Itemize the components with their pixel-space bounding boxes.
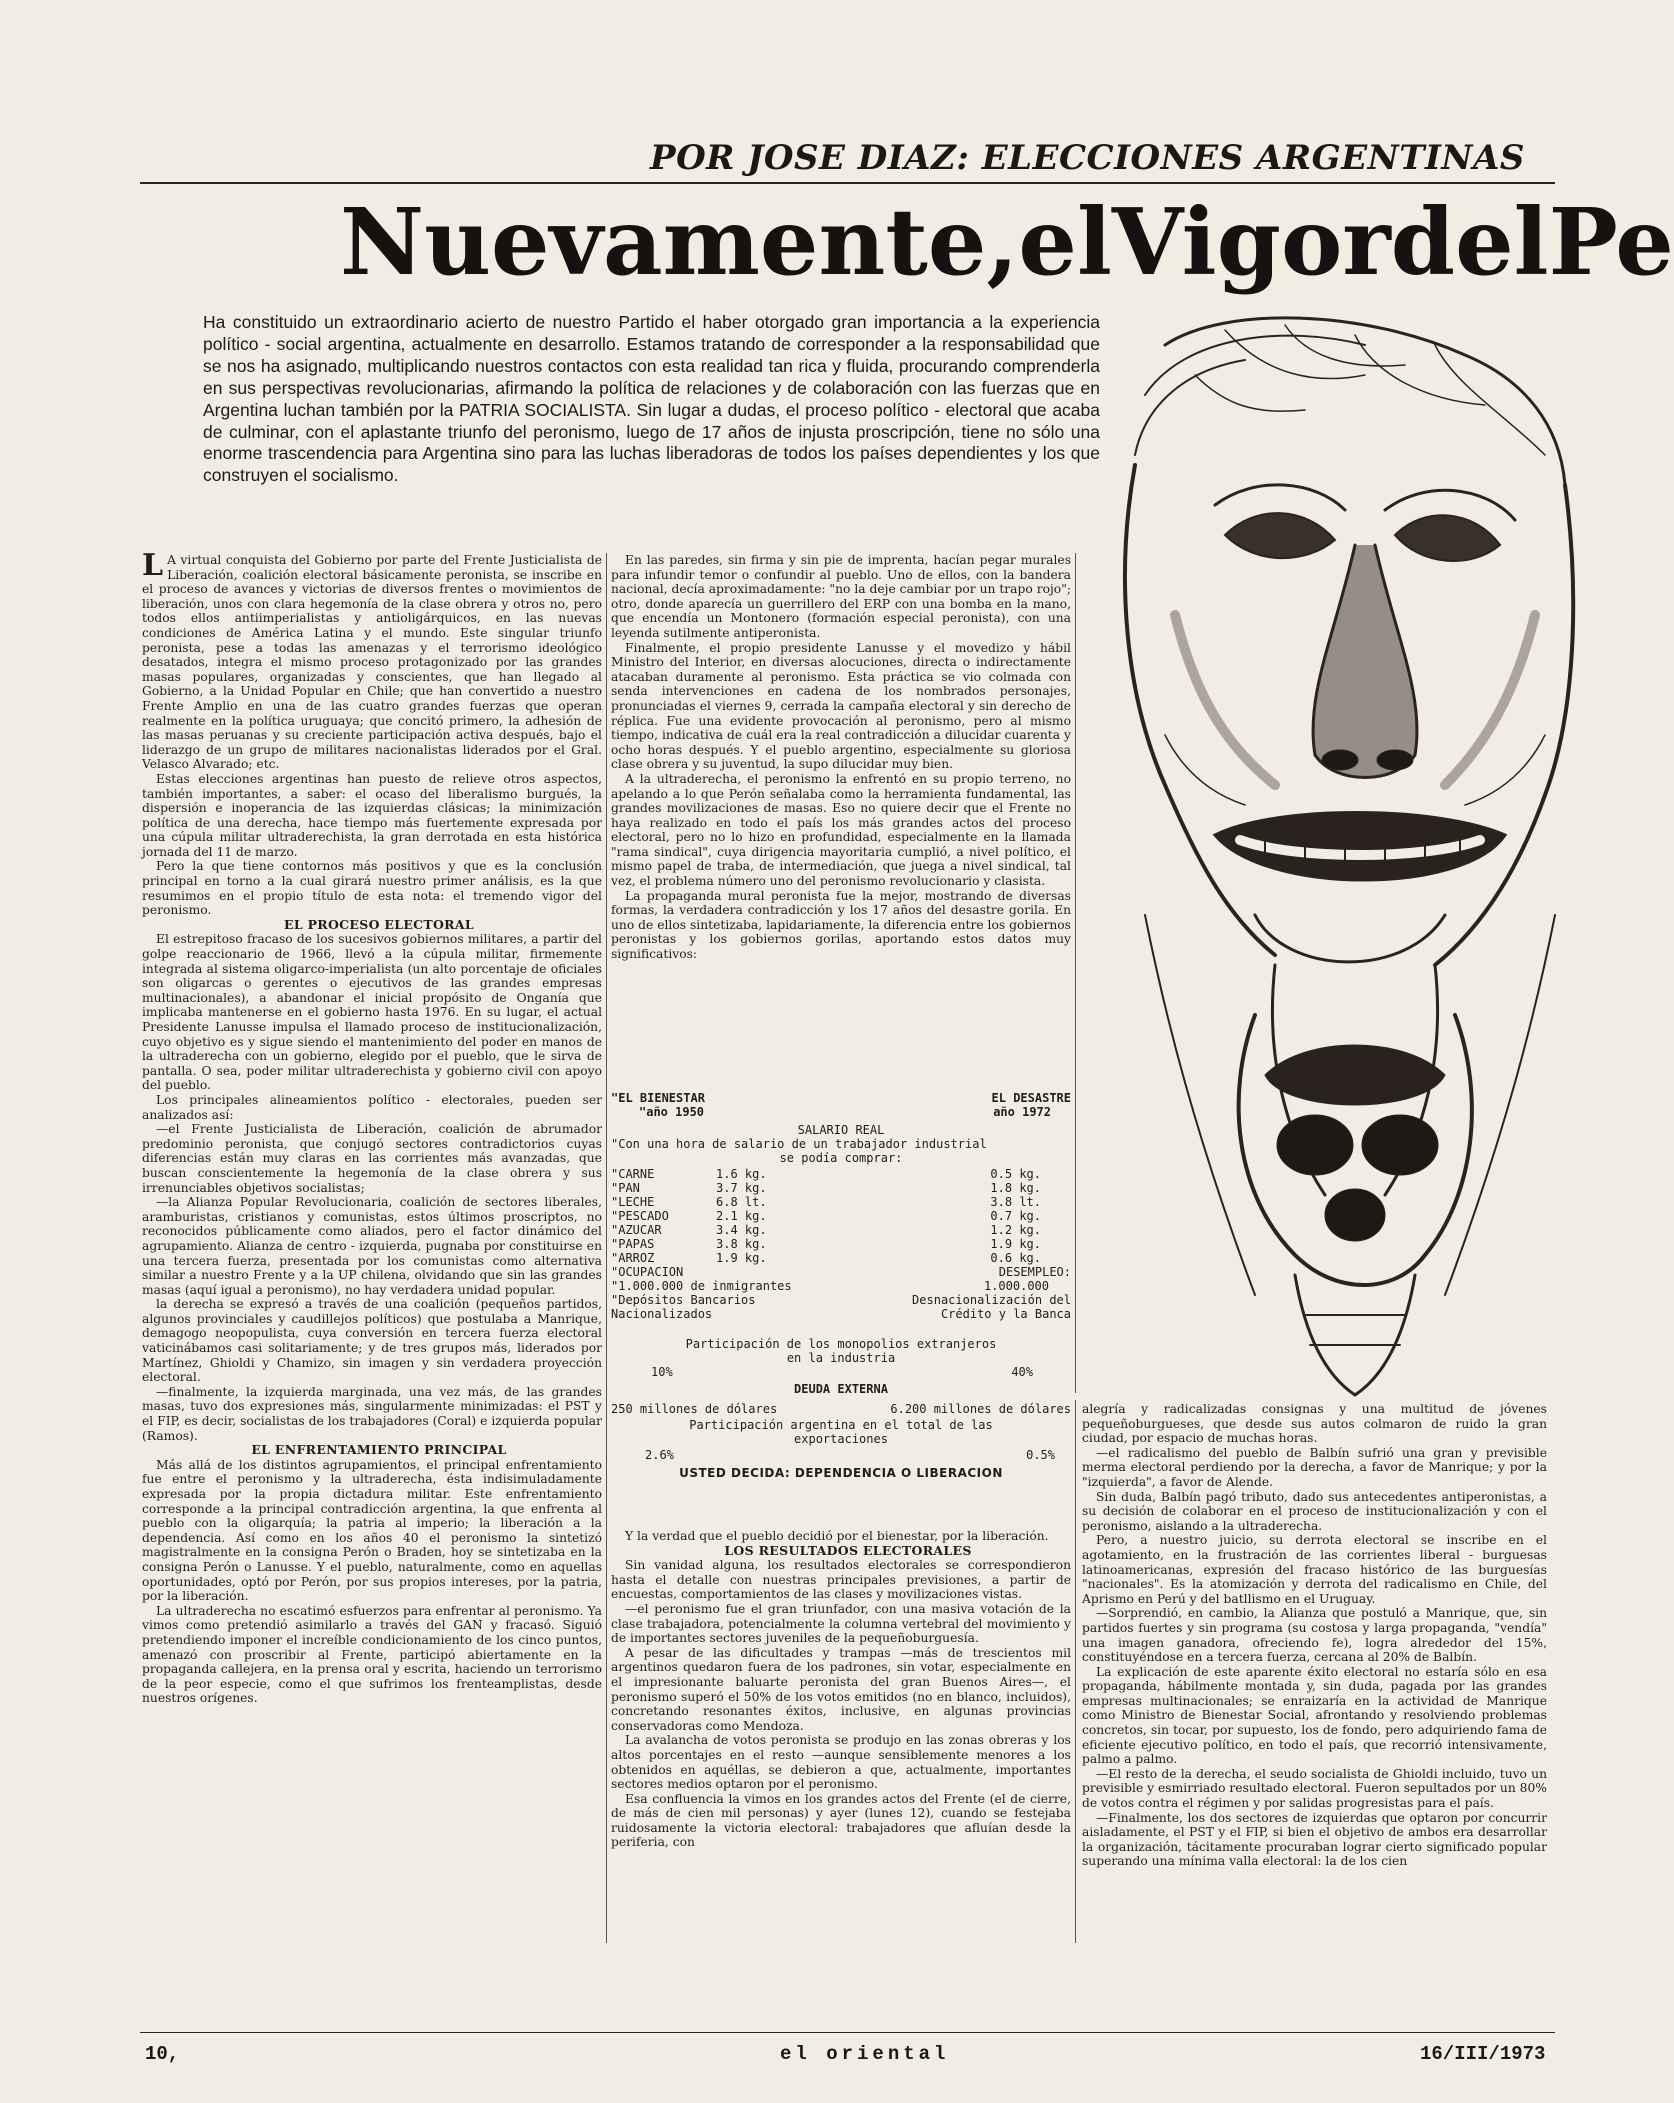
section-heading: EL PROCESO ELECTORAL	[284, 916, 474, 932]
table-left-year: "año 1950	[639, 1105, 705, 1119]
table-cell: 1.000.000	[983, 1279, 1049, 1293]
table-cell: DESEMPLEO:	[998, 1265, 1071, 1279]
paragraph: —finalmente, la izquierda marginada, una vez más, de las grandes masas, tuvo dos expresiones más, singularmente minimizadas: el PST y el FIP, es decir, socialistas de los trabajadores (Coral) e izquierda popular (Ramos).	[142, 1384, 602, 1443]
table-cell: 0.6 kg.	[990, 1251, 1041, 1265]
table-cell: 3.8 kg.	[716, 1237, 767, 1251]
table-row	[611, 1307, 1071, 1321]
paragraph: La ultraderecha no escatimó esfuerzos para enfrentar al peronismo. Ya vimos como pretendió asimilarlo a través del GAN y fracasó. Siguió pretendiendo imponer el increíble condicionamiento de los cinco puntos, amenazó con proscribir al Frente, participó abiertamente en la propaganda callejera, en la prensa oral y escrita, haciendo un terrorismo de la peor especie, como el que sufrimos los frenteamplistas, desde nuestros orígenes.	[142, 1603, 602, 1706]
drop-cap: L	[142, 548, 164, 583]
table-cell: Desnacionalización del	[912, 1293, 1071, 1307]
table-cell: 1.8 kg.	[990, 1181, 1041, 1195]
table-cell: 1.9 kg.	[990, 1237, 1041, 1251]
paragraph: La explicación de este aparente éxito electoral no estaría sólo en esa propaganda, hábilmente montada y, sin duda, pagada por las grandes empresas multinacionales; se enraizaría en la actividad de Manrique como Ministro de Bienestar Social, afrontando y resolviendo problemas concretos, sin tocar, por supuesto, los de fondo, pero adquiriendo fama de eficiente ejecutivo político, en todo el país, que recorrió intensivamente, palmo a palmo.	[1082, 1664, 1547, 1767]
table-cell: 1.2 kg.	[990, 1223, 1041, 1237]
table-section-title: Participación argentina en el total de las	[689, 1418, 993, 1432]
table-cell: 0.5%	[1026, 1448, 1055, 1462]
kicker-rule	[140, 182, 1555, 184]
table-cell: "PAPAS	[611, 1237, 655, 1251]
table-row	[611, 1448, 1071, 1462]
table-head-row	[611, 1091, 1071, 1105]
paragraph: Pero, a nuestro juicio, su derrota electoral se inscribe en el agotamiento, en la frustración de las corrientes liberal - burguesas latinoamericanas, expresión del fracaso histórico de las burguesías "nacionales". Es la atomización y derrota del radicalismo en Chile, del Aprismo en Perú y del batllismo en el Uruguay.	[1082, 1533, 1547, 1606]
paragraph: —el peronismo fue el gran triunfador, con una masiva votación de la clase trabajadora, potencialmente la columna vertebral del movimiento y de importantes sectores juveniles de la pequeñoburguesía.	[611, 1601, 1071, 1646]
table-item-row	[611, 1223, 1071, 1237]
paragraph: A la ultraderecha, el peronismo la enfrentó en su propio terreno, no apelando a lo que Perón señalaba como la herramienta fundamental, las grandes movilizaciones de masas. Eso no quiere decir que el Frente no haya realizado en todo el país los más grandes actos del proceso electoral, pero no lo hizo en profundidad, especialmente en la llamada "rama sindical", cuya dirigencia mayoritaria cumplió, a nivel político, el mismo papel de traba, de intermediación, que juega a nivel sindical, tal vez, el problema número uno del peronismo revolucionario y clasista.	[611, 771, 1071, 889]
headline-word: del	[1390, 188, 1549, 296]
table-row	[611, 1402, 1071, 1416]
table-section-title: Participación de los monopolios extranjeros	[685, 1337, 997, 1351]
paragraph: —el radicalismo del pueblo de Balbín sufrió una gran y previsible merma electoral perdiendo por la derecha, a favor de Manrique; y por la "izquierda", a favor de Alende.	[1082, 1445, 1547, 1489]
section-heading: EL ENFRENTAMIENTO PRINCIPAL	[251, 1442, 507, 1458]
paragraph: En las paredes, sin firma y sin pie de imprenta, hacían pegar murales para infundir temor o confundir al pueblo. Uno de ellos, con la bandera nacional, decía aproximadamente: "no la deje cambiar por un trapo rojo"; otro, donde aparecía un guerrillero del ERP con una bomba en la mano, que encendía un Montonero (formación especial peronista), con una leyenda sutilmente antiperonista.	[611, 553, 1071, 640]
table-item-row	[611, 1167, 1071, 1181]
table-intro: se podía comprar:	[779, 1151, 903, 1165]
lead-paragraph: Ha constituido un extraordinario acierto de nuestro Partido el haber otorgado gran importancia a la experiencia político - social argentina, actualmente en desarrollo. Estamos tratando de corresponder a la responsabilidad que se nos ha asignado, multiplicando nuestros contactos con esta realidad tan rica y fluida, procurando comprenderla en sus perspectivas revolucionarias, afirmando la política de relaciones y de colaboración con las fuerzas que en Argentina luchan también por la PATRIA SOCIALISTA. Sin lugar a dudas, el proceso político - electoral que acaba de culminar, con el aplastante triunfo del peronismo, luego de 17 años de injusta proscripción, tiene no sólo una enorme trascendencia para Argentina sino para las luchas liberadoras de todos los países dependientes y los que construyen el socialismo.	[203, 312, 1100, 486]
article-kicker: POR JOSE DIAZ: ELECCIONES ARGENTINAS	[650, 138, 1525, 178]
table-cell: 3.8 lt.	[990, 1195, 1041, 1209]
headline-word: Nuevamente,	[340, 188, 1019, 296]
column-separator	[606, 553, 607, 1943]
table-section-title: en la industria	[786, 1351, 896, 1365]
table-item-row	[611, 1209, 1071, 1223]
paragraph: —Finalmente, los dos sectores de izquierdas que optaron por concurrir aisladamente, el PST y el FIP, si bien el objetivo de ambos era desarrollar la organización, tácitamente procuraban lograr cierto significado popular superando una mínima valla electoral: la de los cien	[1082, 1810, 1547, 1869]
table-row	[611, 1265, 1071, 1279]
table-cell: Crédito y la Banca	[940, 1307, 1071, 1321]
table-cell: 40%	[1011, 1365, 1033, 1379]
table-row	[611, 1279, 1071, 1293]
table-cell: 1.6 kg.	[716, 1167, 767, 1181]
table-cell: 6.200 millones de dólares	[890, 1402, 1071, 1416]
paragraph: Más allá de los distintos agrupamientos, el principal enfrentamiento fue entre el peronismo y la ultraderecha, ésta indisimuladamente expresada por la propia dictadura militar. Este enfrentamiento corresponde a la principal contradicción argentina, la que enfrenta al pueblo con la oligarquía; la patria al imperio; la liberación a la dependencia. Así como en los años 40 el peronismo la sintetizó magistralmente en la consigna Perón o Braden, hoy se sintetizaba en la consigna Perón o Lanusse. Y el pueblo, naturalmente, como en aquellas oportunidades, optó por Perón, por sus propios intereses, por la patria, por la liberación.	[142, 1457, 602, 1604]
paragraph: A pesar de las dificultades y trampas —más de trescientos mil argentinos quedaron fuera de los padrones, sin votar, especialmente en el impresionante baluarte peronista del gran Buenos Aires—, el peronismo superó el 50% de los votos emitidos (no en blanco, incluidos), concretando resonantes éxitos, inclusive, en algunas provincias conservadoras como Mendoza.	[611, 1645, 1071, 1733]
paragraph	[142, 548, 602, 772]
table-cell: 3.4 kg.	[716, 1223, 767, 1237]
table-item-row	[611, 1195, 1071, 1209]
column-separator	[1075, 1400, 1076, 1943]
table-item-row	[611, 1237, 1071, 1251]
section-heading: LOS RESULTADOS ELECTORALES	[724, 1542, 972, 1558]
table-cell: 6.8 lt.	[716, 1195, 767, 1209]
table-section-title: SALARIO REAL	[797, 1123, 885, 1137]
paragraph: Sin vanidad alguna, los resultados electorales se correspondieron hasta el detalle con nuestras principales previsiones, a partir de encuestas, comportamientos de las clases y movilizaciones vistas.	[611, 1558, 1071, 1602]
table-item-row	[611, 1181, 1071, 1195]
article-headline	[340, 188, 1674, 296]
comparison-table	[611, 1091, 1071, 1480]
paragraph: Finalmente, el propio presidente Lanusse y el movedizo y hábil Ministro del Interior, en diversas alocuciones, directa o indirectamente atacaban duramente al peronismo. Esta práctica se vio colmada con senda intervenciones en cadena de los nombrados personajes, pronunciadas el viernes 9, cerrada la campaña electoral y sin derecho de réplica. Fue una evidente provocación al peronismo, pero al mismo tiempo, indicativa de cuál era la real contradicción a dilucidar cuarenta y ocho horas después. Y el pueblo argentino, especialmente su gloriosa clase obrera y su juventud, la supo dilucidar muy bien.	[611, 640, 1071, 772]
newspaper-name: el oriental	[780, 2043, 950, 2065]
table-cell: "LECHE	[611, 1195, 655, 1209]
table-row	[611, 1293, 1071, 1307]
headline-word: Pe	[1548, 188, 1674, 296]
table-cell: "ARROZ	[611, 1251, 655, 1265]
table-cell: 0.7 kg.	[990, 1209, 1041, 1223]
paragraph: Estas elecciones argentinas han puesto de relieve otros aspectos, también importantes, a saber: el ocaso del liberalismo burgués, la dispersión e inoperancia de las izquierdas clásicas; la minimización política de una derecha, hace tiempo más fuertemente expresada por una cúpula militar ultraderechista, la gran derrotada en esta histórica jornada del 11 de marzo.	[142, 771, 602, 859]
table-cell: 0.5 kg.	[990, 1167, 1041, 1181]
paragraph: —El resto de la derecha, el seudo socialista de Ghioldi incluido, tuvo un previsible y esmirriado resultado electoral. Fueron sepultados por un 80% de votos contra el régimen y por salidas progresistas para el país.	[1082, 1766, 1547, 1811]
table-cell: 3.7 kg.	[716, 1181, 767, 1195]
paragraph: alegría y radicalizadas consignas y una multitud de jóvenes pequeñoburgueses, que desde sus autos colmaron de ruido la gran ciudad, por espacio de muchas horas.	[1082, 1402, 1547, 1446]
paragraph: La propaganda mural peronista fue la mejor, mostrando de diversas formas, la verdadera contradicción y los 17 años del desastre gorila. En uno de ellos sintetizaba, lapidariamente, la diferencia entre los gobiernos peronistas y los gobiernos gorilas, aportando estos datos muy significativos:	[611, 888, 1071, 962]
table-cell: "PAN	[611, 1181, 640, 1195]
paragraph: —la Alianza Popular Revolucionaria, coalición de sectores liberales, aramburistas, cristianos y comunistas, estos últimos proscriptos, no reconocidos públicamente como aliados, pero el factor dinámico del agrupamiento. Alianza de centro - izquierda, pugnaba por constituirse en una tercera fuerza, presentada por los comunistas como alternativa similar a nuestro Frente y a la UP chilena, olvidando que sin las grandes masas (aquí igual a peronismo), no hay verdadera unidad popular.	[142, 1195, 602, 1297]
table-cell: 250 millones de dólares	[611, 1402, 778, 1416]
paragraph: Pero la que tiene contornos más positivos y que es la conclusión principal en torno a la cual girará nuestro primer análisis, es la que resumimos en el propio título de esta nota: el tremendo vigor del peronismo.	[142, 859, 602, 918]
paragraph: Sin duda, Balbín pagó tributo, dado sus antecedentes antiperonistas, a su decisión de colaborar en el proceso de institucionalización y con el peronismo, aislando a la ultraderecha.	[1082, 1489, 1547, 1533]
table-section-title: DEUDA EXTERNA	[794, 1382, 888, 1396]
table-cell: 10%	[651, 1365, 673, 1379]
table-cell: 2.6%	[645, 1448, 674, 1462]
table-cell: "CARNE	[611, 1167, 655, 1181]
table-year-row	[611, 1105, 1071, 1119]
table-right-year: año 1972	[993, 1105, 1051, 1119]
issue-date: 16/III/1973	[1420, 2043, 1546, 2065]
table-cell: 2.1 kg.	[716, 1209, 767, 1223]
table-cell: "OCUPACION	[611, 1265, 684, 1279]
headline-word: el	[1018, 188, 1112, 296]
paragraph: El estrepitoso fracaso de los sucesivos gobiernos militares, a partir del golpe reaccionario de 1966, llevó a la cúpula militar, firmemente integrada al sistema oligarco-imperialista (un alto porcentaje de oficiales son oligarcas o gerentes o ejecutivos de las grandes empresas multinacionales), a abandonar el inicial propósito de Onganía que implicaba mantenerse en el gobierno hasta 1976. En su lugar, el actual Presidente Lanusse impulsa el llamado proceso de institucionalización, cuyo objetivo es y sigue siendo el mantenimiento del poder en manos de la ultraderecha con un gobierno, elegido por el pueblo, que le sirva de pantalla. O sea, poder militar ultraderechista y gobierno civil con apoyo del pueblo.	[142, 932, 602, 1093]
paragraph: Los principales alineamientos político - electorales, pueden ser analizados así:	[142, 1092, 602, 1122]
paragraph: Y la verdad que el pueblo decidió por el bienestar, por la liberación.	[625, 1529, 1049, 1543]
paragraph: —Sorprendió, en cambio, la Alianza que postuló a Manrique, que, sin partidos fuertes y sin programa (su costosa y larga propaganda, "vendía" una imagen ganadora, ofreciendo fe), logra alrededor del 15%, constituyéndose en a tercera fuerza, cercana al 20% de Balbín.	[1082, 1606, 1547, 1665]
table-left-head: "EL BIENESTAR	[611, 1091, 705, 1105]
headline-word: Vigor	[1111, 188, 1391, 296]
paragraph-text: A virtual conquista del Gobierno por parte del Frente Justicialista de Liberación, coalición electoral básicamente peronista, se inscribe en el proceso de avances y victorias de diversos frentes o movimientos de liberación, unos con clara hegemonía de la clase obrera y otros no, pero todos ellos antiimperialistas y antioligárquicos, en las nuevas condiciones de América Latina y el mundo. Este singular triunfo peronista, pese a todas las amenazas y el terrorismo ideológico desatados, integra el mismo proceso protagonizado por las grandes masas populares, organizadas y conscientes, que han llegado al Gobierno, a la Unidad Popular en Chile; que han convertido a nuestro Frente Amplio en una de las cuatro grandes fuerzas que operan realmente en la política uruguaya; que concitó primero, la adhesión de las masas peruanas y su creciente participación activa después, bajo el liderazgo de un grupo de militares nacionalistas liderados por el Gral. Velasco Alvarado; etc.	[142, 553, 602, 772]
page-number: 10,	[145, 2043, 180, 2065]
column-2	[611, 553, 1071, 962]
column-1	[142, 548, 602, 1706]
column-separator	[1075, 553, 1076, 1393]
table-section-title: exportaciones	[794, 1432, 888, 1446]
table-items	[611, 1167, 1071, 1265]
footer-rule	[140, 2032, 1555, 2033]
table-cell: "Depósitos Bancarios	[611, 1293, 756, 1307]
table-row	[611, 1365, 1071, 1379]
table-item-row	[611, 1251, 1071, 1265]
table-cell: "PESCADO	[611, 1209, 669, 1223]
table-cell: Nacionalizados	[611, 1307, 713, 1321]
column-3	[1082, 1402, 1547, 1869]
table-cell: 1.9 kg.	[716, 1251, 767, 1265]
table-right-head: EL DESASTRE	[991, 1091, 1071, 1105]
paragraph: La avalancha de votos peronista se produjo en las zonas obreras y los altos porcentajes en el resto —aunque sensiblemente menores a los obtenidos en aquéllas, se debieron a que, actualmente, importantes sectores medios optaron por el peronismo.	[611, 1733, 1071, 1792]
caricature-illustration	[1105, 315, 1585, 1425]
column-2-continued	[611, 1529, 1071, 1850]
paragraph: la derecha se expresó a través de una coalición (pequeños partidos, algunos provinciales y caudillejos políticos) que postulaba a Manrique, demagogo neopopulista, cuya conversión en tercera fuerza electoral vaticinábamos casi solitariamente; y de tres grupos más, liderados por Martínez, Ghioldi y Chamizo, sin imagen y sin verdadera proyección electoral.	[142, 1297, 602, 1385]
paragraph: —el Frente Justicialista de Liberación, coalición de abrumador predominio peronista, que conjugó sectores contradictorios cuyas diferencias están muy claras en las corrientes más avanzadas, que buscan conscientemente la hegemonía de la clase obrera y sus irrenunciables objetivos socialistas;	[142, 1122, 602, 1195]
table-cell: "AZUCAR	[611, 1223, 662, 1237]
table-conclusion: USTED DECIDA: DEPENDENCIA O LIBERACION	[679, 1466, 1003, 1480]
paragraph: Esa confluencia la vimos en los grandes actos del Frente (el de cierre, de más de cien mil personas) y ayer (lunes 12), cuando se festejaba ruidosamente la victoria electoral: trabajadores que afluían desde la periferia, con	[611, 1791, 1071, 1850]
table-cell: "1.000.000 de inmigrantes	[611, 1279, 792, 1293]
table-intro: "Con una hora de salario de un trabajador industrial	[611, 1137, 987, 1151]
